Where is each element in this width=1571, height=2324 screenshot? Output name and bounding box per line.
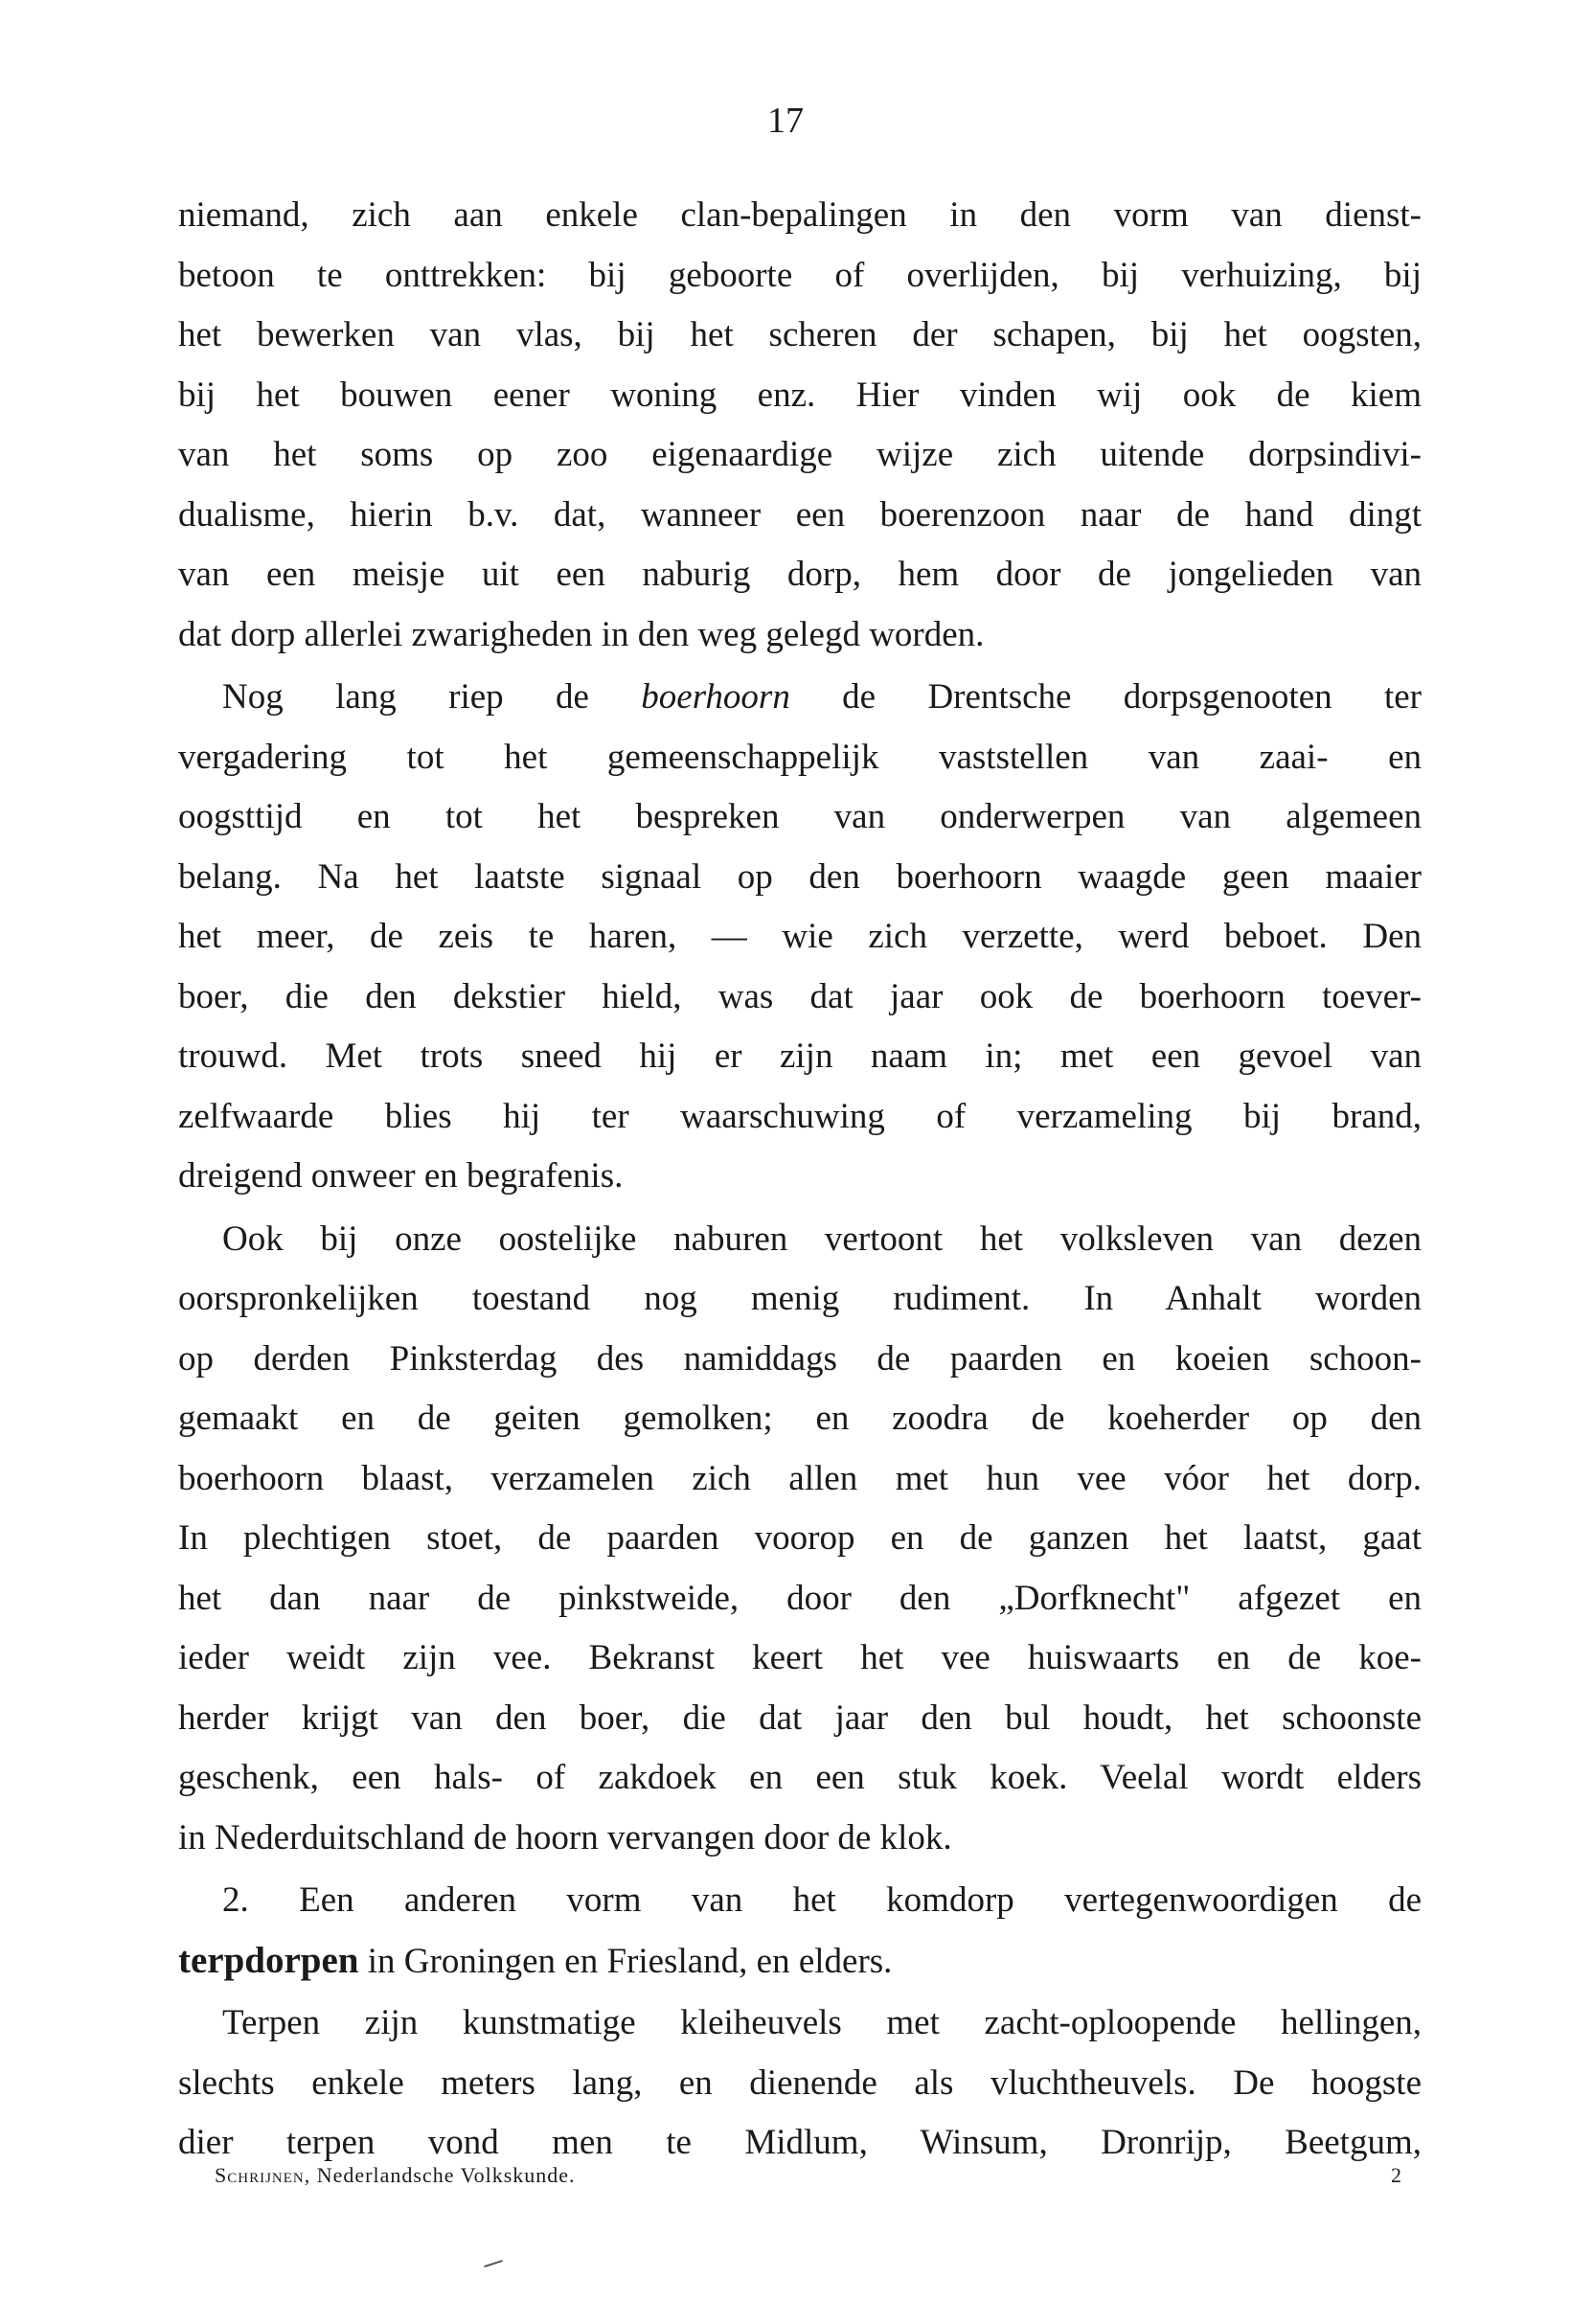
text-segment: Ook bij onze oostelijke naburen vertoont het volksleven van dezen <box>222 1219 1422 1259</box>
text-line <box>178 1027 1422 1087</box>
text-segment: het meer, de zeis te haren, — wie zich verzette, werd beboet. Den <box>178 917 1422 956</box>
text-line <box>178 1210 1422 1270</box>
text-segment: zelfwaarde blies hij ter waarschuwing of verzameling bij brand, <box>178 1096 1422 1136</box>
text-segment: dat dorp allerlei zwarigheden in den weg gelegd worden. <box>178 614 985 654</box>
text-segment: dreigend onweer en begrafenis. <box>178 1156 624 1196</box>
text-segment: belang. Na het laatste signaal op den boerhoorn waagde geen maaier <box>178 856 1422 897</box>
text-line <box>178 848 1422 908</box>
text-line <box>178 425 1422 486</box>
text-line <box>178 1330 1422 1390</box>
text-line <box>178 2054 1422 2114</box>
text-segment: ieder weidt zijn vee. Bekranst keert het vee huiswaarts en de koe- <box>178 1638 1422 1677</box>
text-line <box>178 1449 1422 1510</box>
text-line <box>178 1509 1422 1569</box>
text-segment: gemaakt en de geiten gemolken; en zoodra de koeherder op den <box>178 1399 1422 1438</box>
text-line <box>178 907 1422 968</box>
text-line <box>178 668 1422 728</box>
text-line <box>178 306 1422 366</box>
text-segment: 2. Een anderen vorm van het komdorp vertegenwoordigen de <box>222 1880 1422 1920</box>
text-line <box>178 486 1422 546</box>
text-segment: in Nederduitschland de hoorn vervangen door de klok. <box>178 1817 952 1857</box>
text-line <box>178 728 1422 788</box>
paragraph <box>178 186 1422 665</box>
text-line <box>178 968 1422 1028</box>
page-number: 17 <box>767 101 804 141</box>
footer-title: , Nederlandsche Volkskunde. <box>304 2163 576 2187</box>
text-segment: herder krijgt van den boer, die dat jaar den bul houdt, het schoonste <box>178 1697 1422 1738</box>
text-line <box>178 1809 1422 1869</box>
text-segment: vergadering tot het gemeenschappelijk vaststellen van zaai- en <box>178 737 1422 777</box>
paragraph <box>178 1210 1422 1869</box>
text-line <box>178 1269 1422 1330</box>
footer <box>215 2163 1402 2188</box>
signature-mark: 2 <box>1391 2163 1402 2187</box>
text-segment: Terpen zijn kunstmatige kleiheuvels met zacht-oploopende hellingen, <box>222 2003 1422 2042</box>
text-segment: van een meisje uit een naburig dorp, hem door de jongelieden van <box>178 555 1422 594</box>
text-line <box>178 186 1422 246</box>
stray-mark <box>484 2260 503 2267</box>
text-segment: dier terpen vond men te Midlum, Winsum, Dronrijp, Beetgum, <box>178 2123 1422 2162</box>
text-segment: op derden Pinksterdag des namiddags de paarden en koeien schoon- <box>178 1338 1422 1378</box>
text-segment: boer, die den dekstier hield, was dat jaar ook de boerhoorn toever- <box>178 976 1422 1016</box>
text-line <box>178 1147 1422 1207</box>
paragraph <box>178 668 1422 1207</box>
text-line <box>178 1629 1422 1689</box>
text-segment: niemand, zich aan enkele clan-bepalingen in den vorm van dienst- <box>178 195 1422 235</box>
text-segment: van het soms op zoo eigenaardige wijze zich uitende dorpsindivi- <box>178 435 1422 474</box>
text-line <box>178 1569 1422 1629</box>
text-line <box>178 1871 1422 1931</box>
bold-term: terpdorpen <box>178 1939 359 1981</box>
text-segment: oorspronkelijken toestand nog menig rudiment. In Anhalt worden <box>178 1279 1422 1318</box>
text-line <box>178 1748 1422 1809</box>
text-line <box>178 246 1422 307</box>
text-segment: het dan naar de pinkstweide, door den „Dorfknecht" afgezet en <box>178 1578 1422 1618</box>
text-line <box>178 366 1422 426</box>
text-segment: boerhoorn blaast, verzamelen zich allen met hun vee vóor het dorp. <box>178 1458 1422 1498</box>
text-segment: bij het bouwen eener woning enz. Hier vinden wij ook de kiem <box>178 375 1422 415</box>
text-line <box>178 1994 1422 2054</box>
text-segment: In plechtigen stoet, de paarden voorop en de ganzen het laatst, gaat <box>178 1518 1422 1558</box>
text-segment: de Drentsche dorpsgenooten ter <box>789 677 1422 717</box>
text-line <box>178 605 1422 666</box>
text-segment: dualisme, hierin b.v. dat, wanneer een boerenzoon naar de hand dingt <box>178 494 1422 535</box>
text-segment: in Groningen en Friesland, en elders. <box>358 1941 893 1981</box>
text-line <box>178 1087 1422 1148</box>
text-segment: betoon te onttrekken: bij geboorte of overlijden, bij verhuizing, bij <box>178 255 1422 295</box>
text-line <box>178 1389 1422 1449</box>
paragraph <box>178 1994 1422 2174</box>
text-segment: geschenk, een hals- of zakdoek en een stuk koek. Veelal wordt elders <box>178 1758 1422 1797</box>
text-line <box>178 545 1422 605</box>
text-segment: slechts enkele meters lang, en dienende als vluchtheuvels. De hoogste <box>178 2062 1422 2103</box>
text-segment: trouwd. Met trots sneed hij er zijn naam in; met een gevoel van <box>178 1037 1422 1076</box>
text-segment: oogsttijd en tot het bespreken van onderwerpen van algemeen <box>178 797 1422 836</box>
paragraph <box>178 1871 1422 1991</box>
body-text <box>178 186 1422 2176</box>
text-segment: het bewerken van vlas, bij het scheren der schapen, bij het oogsten, <box>178 315 1422 354</box>
italic-term: boerhoorn <box>641 677 790 717</box>
text-line <box>178 787 1422 848</box>
text-line <box>178 1689 1422 1749</box>
text-segment: Nog lang riep de <box>222 677 642 717</box>
text-line <box>178 1931 1422 1992</box>
footer-author: Schrijnen <box>215 2163 305 2187</box>
